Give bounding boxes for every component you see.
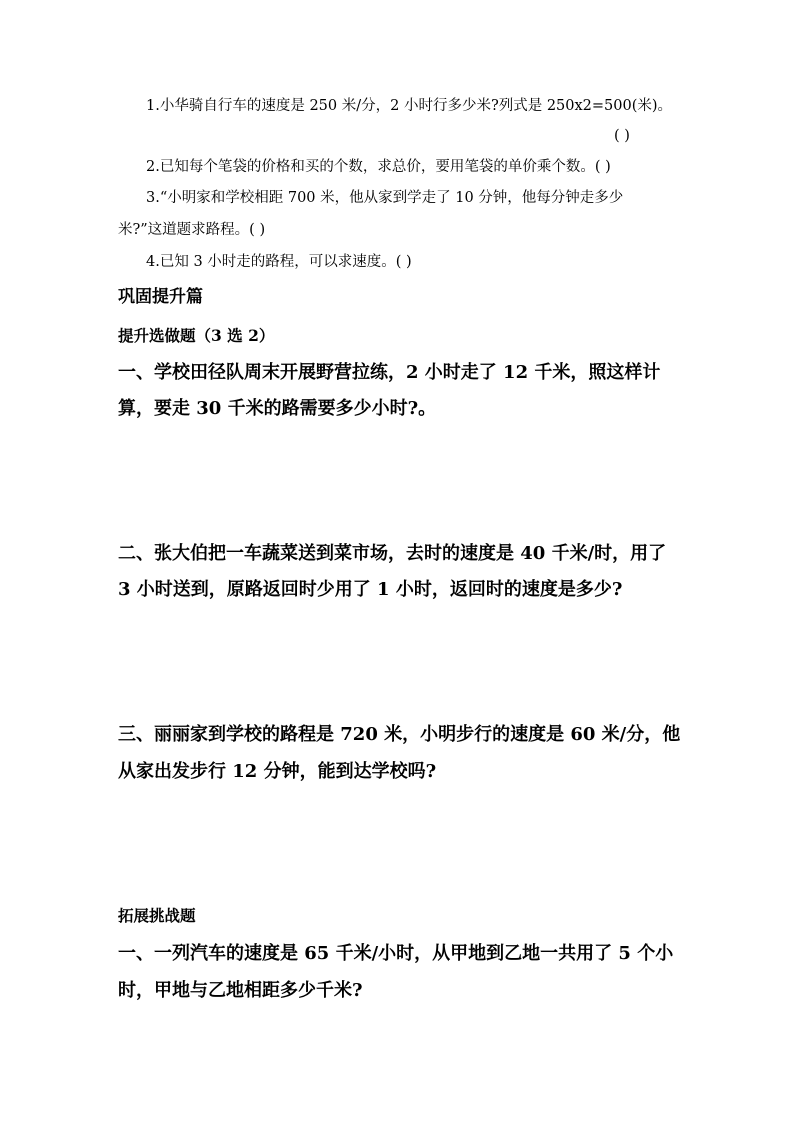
judgement-item-1-answer-blank: ( ) [614,128,630,144]
judgement-item-1-line-1: 1.小华骑自行车的速度是 250 米/分，2 小时行多少米?列式是 250x2=500(米)。 [146,98,673,114]
judgement-item-3-line-1: 3.“小明家和学校相距 700 米，他从家到学走了 10 分钟，他每分钟走多少 [146,190,624,206]
section-title-challenge: 拓展挑战题 [118,906,196,925]
judgement-item-3-line-2: 米?”这道题求路程。( ) [118,222,266,238]
judgement-item-2: 2.已知每个笔袋的价格和买的个数，求总价，要用笔袋的单价乘个数。( ) [146,159,611,175]
challenge-problem-1-line-1: 一、一列汽车的速度是 65 千米/小时，从甲地到乙地一共用了 5 个小 [118,943,674,964]
challenge-problem-1-line-2: 时，甲地与乙地相距多少千米? [118,980,363,1001]
problem-2-line-2: 3 小时送到，原路返回时少用了 1 小时，返回时的速度是多少? [118,579,623,600]
problem-2-line-1: 二、张大伯把一车蔬菜送到菜市场，去时的速度是 40 千米/时，用了 [118,543,667,564]
problem-3-line-1: 三、丽丽家到学校的路程是 720 米，小明步行的速度是 60 米/分，他 [118,724,681,745]
judgement-item-4: 4.已知 3 小时走的路程，可以求速度。( ) [146,254,412,270]
problem-1-line-1: 一、学校田径队周末开展野营拉练，2 小时走了 12 千米，照这样计 [118,362,661,383]
section-title-consolidate: 巩固提升篇 [118,287,203,307]
section-subtitle-optional: 提升选做题（3 选 2） [118,326,275,345]
problem-1-line-2: 算，要走 30 千米的路需要多少小时?。 [118,398,437,419]
problem-3-line-2: 从家出发步行 12 分钟，能到达学校吗? [118,761,437,782]
